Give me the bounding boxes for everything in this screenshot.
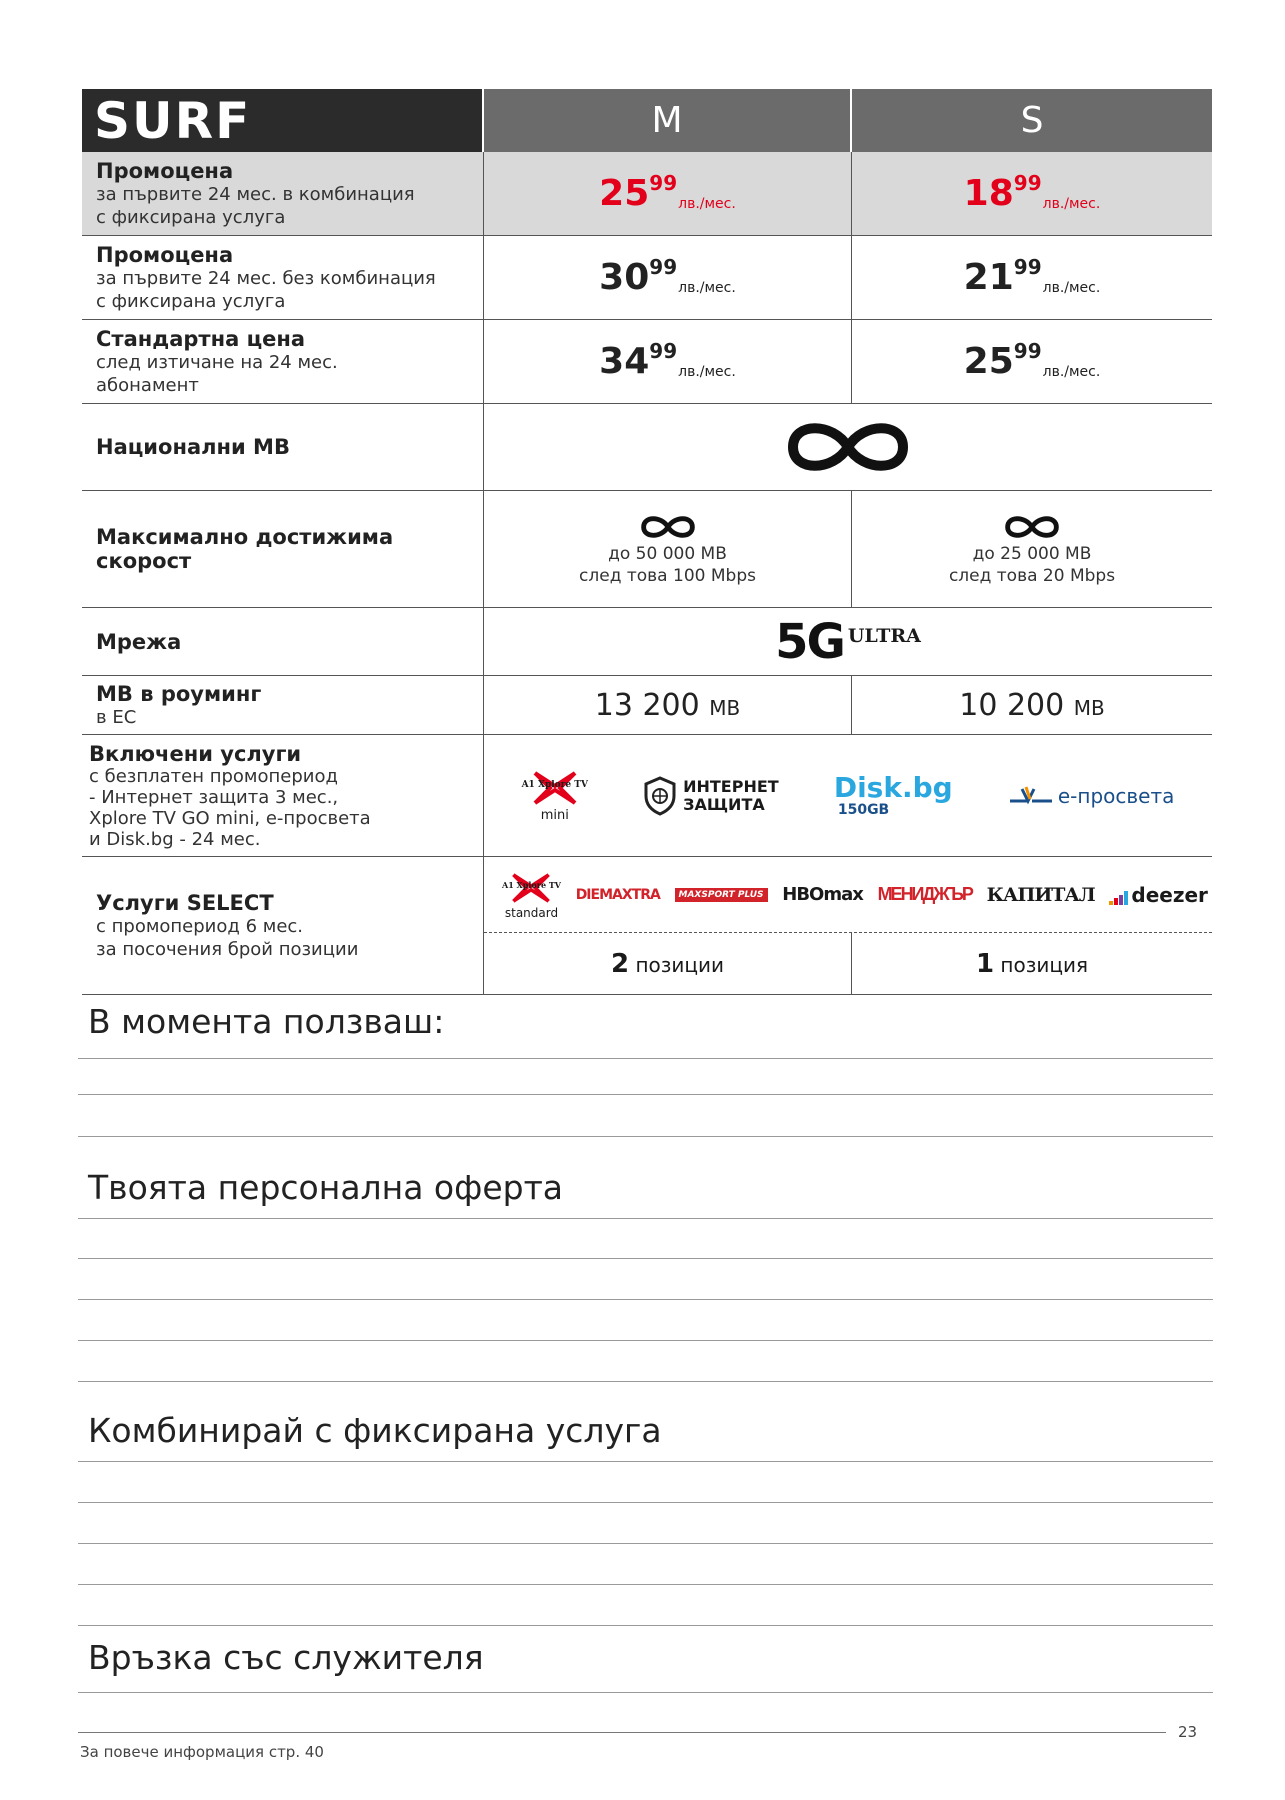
row-included-services xyxy=(82,735,1212,857)
row-national-mb xyxy=(82,404,1212,491)
included-logos xyxy=(484,735,1212,856)
table-header xyxy=(82,89,1212,152)
plan-m-header: M xyxy=(484,89,852,152)
page-number: 23 xyxy=(1178,1723,1198,1741)
roaming-s-cell: 10 200 MB xyxy=(959,687,1105,723)
infinity-icon xyxy=(637,511,699,543)
hbo-max-logo: HBOmax xyxy=(782,884,863,905)
writing-line xyxy=(78,1381,1213,1382)
xplore-tv-mini-logo: A1 Xplore TV mini xyxy=(522,768,588,823)
5g-logo: 5G xyxy=(775,613,844,670)
row-max-speed xyxy=(82,491,1212,608)
unlimited-cell xyxy=(484,404,1212,490)
eprosveta-logo: е-просвета xyxy=(1008,784,1175,808)
speed-s-cell: до 25 000 MB след това 20 Mbps xyxy=(852,491,1212,607)
price-m-cell xyxy=(484,152,852,235)
writing-line xyxy=(78,1625,1213,1626)
writing-line xyxy=(78,1543,1213,1544)
row-standard-price xyxy=(82,320,1212,404)
row-label: Услуги SELECT с промопериод 6 мес. за посочения брой позиции xyxy=(82,857,484,994)
row-promo-combined xyxy=(82,152,1212,236)
select-s-positions: 1 позиция xyxy=(975,948,1089,979)
xplore-tv-standard-logo: A1 Xplore TV standard xyxy=(502,870,561,920)
writing-line xyxy=(78,1340,1213,1341)
writing-line xyxy=(78,1692,1213,1693)
price-m: 34 99 лв./мес. xyxy=(599,338,736,382)
row-label: MB в роуминг в ЕС xyxy=(82,676,484,734)
deezer-bars-icon xyxy=(1109,891,1129,905)
row-roaming xyxy=(82,676,1212,735)
writing-line xyxy=(78,1299,1213,1300)
ultra-label: ULTRA xyxy=(847,624,921,647)
footer-note: За повече информация стр. 40 xyxy=(80,1743,324,1761)
row-label: Мрежа xyxy=(82,608,484,675)
offer-table xyxy=(82,89,1212,995)
section-current-usage: В момента ползваш: xyxy=(88,1002,445,1041)
select-cell xyxy=(484,857,1212,994)
writing-line xyxy=(78,1258,1213,1259)
row-label: Национални MB xyxy=(82,404,484,490)
max-sport-logo: MAXSPORT PLUS xyxy=(675,888,768,902)
footer-rule xyxy=(78,1732,1166,1733)
network-cell xyxy=(484,608,1212,675)
row-label: Максимално достижима скорост xyxy=(82,491,484,607)
row-label: Промоцена за първите 24 мес. в комбинация с фиксирана услуга xyxy=(82,152,484,235)
roaming-m-cell: 13 200 MB xyxy=(484,676,852,734)
writing-line xyxy=(78,1058,1213,1059)
disk-bg-logo: Disk.bg 150GB xyxy=(833,770,953,818)
select-logos xyxy=(484,857,1212,933)
price-s: 21 99 лв./мес. xyxy=(963,254,1101,298)
price-s-cell xyxy=(852,152,1212,235)
row-network xyxy=(82,608,1212,676)
section-contact-employee: Връзка със служителя xyxy=(88,1638,484,1677)
writing-line xyxy=(78,1094,1213,1095)
row-label: Промоцена за първите 24 мес. без комбинация с фиксирана услуга xyxy=(82,236,484,319)
select-m-positions: 2 позиции xyxy=(484,933,852,994)
price-m: 25 99 лв./мес. xyxy=(599,170,736,214)
section-combine-fixed: Комбинирай с фиксирана услуга xyxy=(88,1411,662,1450)
deezer-logo: deezer xyxy=(1109,885,1208,905)
writing-line xyxy=(78,1136,1213,1137)
price-s-cell xyxy=(852,236,1212,319)
price-s: 25 99 лв./мес. xyxy=(963,338,1101,382)
infinity-icon xyxy=(778,412,918,482)
price-m: 30 99 лв./мес. xyxy=(599,254,736,298)
section-personal-offer: Твоята персонална оферта xyxy=(88,1168,564,1207)
speed-m-cell: до 50 000 MB след това 100 Mbps xyxy=(484,491,852,607)
row-select-services xyxy=(82,857,1212,995)
price-s: 18 99 лв./мес. xyxy=(963,170,1101,214)
internet-security-logo: ИНТЕРНЕТ ЗАЩИТА xyxy=(643,776,779,816)
diema-xtra-logo: DIEMAXTRA xyxy=(575,886,660,903)
price-m-cell xyxy=(484,236,852,319)
writing-line xyxy=(78,1502,1213,1503)
plan-family-title: SURF xyxy=(82,89,484,152)
capital-logo: КАПИТАЛ xyxy=(986,883,1095,906)
price-s-cell xyxy=(852,320,1212,403)
manager-logo: МЕНИДЖЪР xyxy=(877,884,972,904)
plan-s-header: S xyxy=(852,89,1212,152)
row-promo-single xyxy=(82,236,1212,320)
writing-line xyxy=(78,1584,1213,1585)
infinity-icon xyxy=(1001,511,1063,543)
row-label: Включени услуги с безплатен промопериод - Интернет защита 3 мес., Xplore TV GO mini, е-просвета и Disk.bg - 24 мес. xyxy=(82,735,484,856)
eprosveta-mark-icon xyxy=(1008,785,1054,807)
price-m-cell xyxy=(484,320,852,403)
writing-line xyxy=(78,1218,1213,1219)
row-label: Стандартна цена след изтичане на 24 мес. абонамент xyxy=(82,320,484,403)
writing-line xyxy=(78,1461,1213,1462)
shield-icon xyxy=(643,776,677,816)
